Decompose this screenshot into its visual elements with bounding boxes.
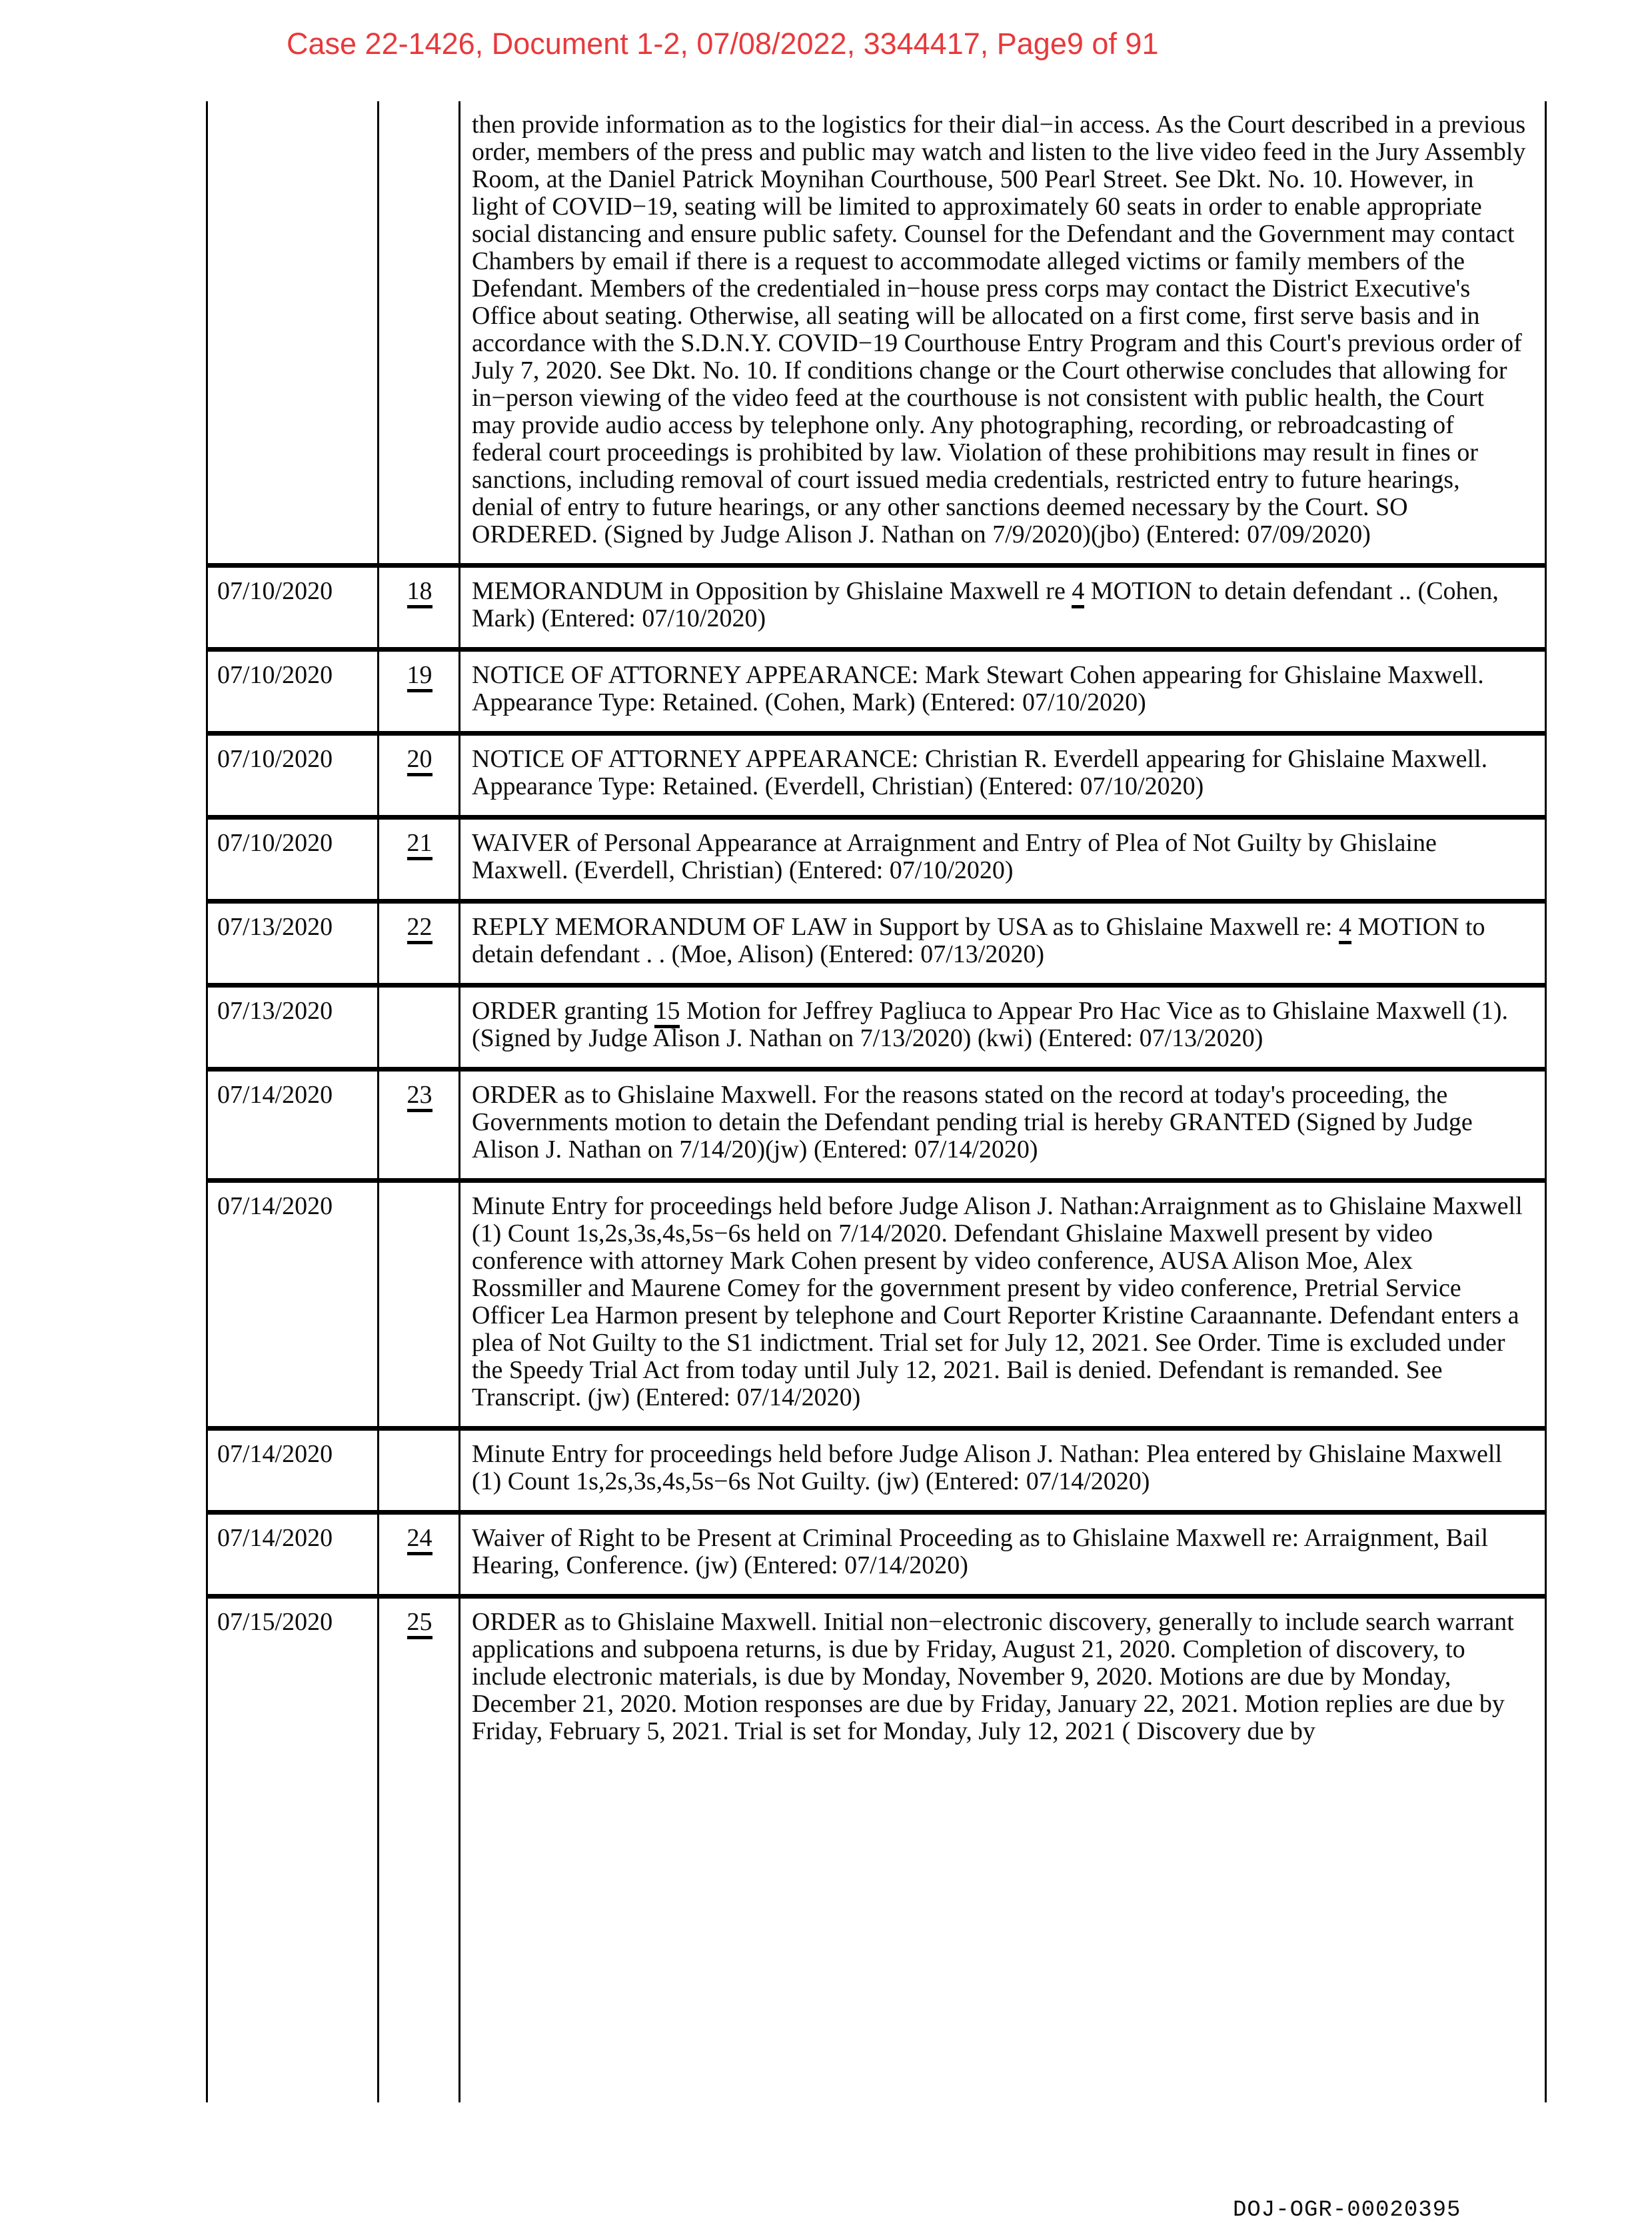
doc-number-link: 23: [407, 1081, 432, 1112]
entry-date: 07/10/2020: [217, 829, 333, 857]
entry-text-cell: [460, 904, 1545, 983]
docket-row: [208, 1510, 1545, 1594]
doc-number-cell: [379, 988, 460, 1067]
doc-number-cell: [379, 101, 460, 563]
doc-number-cell: [379, 568, 460, 647]
entry-text: Minute Entry for proceedings held before Judge Alison J. Nathan:Arraignment as to Ghislaine Maxwell (1) Count 1s,2s,3s,4s,5s−6s held on 7/14/2020. Defendant Ghislaine Maxwell present by video conference with attorney Mark Cohen present by video conference, AUSA Alison Moe, Alex Rossmiller and Maurene Comey for the government present by video conference, Pretrial Service Officer Lea Harmon present by telephone and Court Reporter Kristine Caraannante. Defendant enters a plea of Not Guilty to the S1 indictment. Trial set for July 12, 2021. See Order. Time is excluded under the Speedy Trial Act from today until July 12, 2021. Bail is denied. Defendant is remanded. See Transcript. (jw) (Entered: 07/14/2020): [472, 1192, 1523, 1411]
docket-row: [208, 647, 1545, 731]
entry-text: ORDER as to Ghislaine Maxwell. Initial non−electronic discovery, generally to include search warrant applications and subpoena returns, is due by Friday, August 21, 2020. Completion of discovery, to include electronic materials, is due by Monday, November 9, 2020. Motions are due by Monday, December 21, 2020. Motion responses are due by Friday, January 22, 2021. Motion replies are due by Friday, February 5, 2021. Trial is set for Monday, July 12, 2021 ( Discovery due by: [472, 1608, 1514, 1745]
entry-text: MEMORANDUM in Opposition by Ghislaine Maxwell re: [472, 577, 1072, 605]
entry-text-cell: [460, 1599, 1545, 2102]
docket-ref-link: 15: [654, 997, 680, 1028]
docket-row: [208, 1067, 1545, 1178]
entry-text: Motion for Jeffrey Pagliuca to Appear Pro Hac Vice as to Ghislaine Maxwell (1). (Signed by Judge Alison J. Nathan on 7/13/2020) (kwi) (Entered: 07/13/2020): [472, 997, 1509, 1052]
docket-row: [208, 1178, 1545, 1426]
entry-text-cell: [460, 652, 1545, 731]
entry-text-cell: [460, 820, 1545, 899]
entry-text-cell: [460, 568, 1545, 647]
doc-number-cell: [379, 1183, 460, 1426]
doc-number-cell: [379, 904, 460, 983]
doc-number-cell: [379, 1072, 460, 1178]
entry-date: 07/13/2020: [217, 913, 333, 941]
entry-text: ORDER granting: [472, 997, 655, 1025]
entry-text-cell: [460, 736, 1545, 815]
entry-text: then provide information as to the logistics for their dial−in access. As the Court described in a previous order, members of the press and public may watch and listen to the live video feed in the Jury Assembly Room, at the Daniel Patrick Moynihan Courthouse, 500 Pearl Street. See Dkt. No. 10. However, in light of COVID−19, seating will be limited to approximately 60 seats in order to enable appropriate social distancing and ensure public safety. Counsel for the Defendant and the Government may contact Chambers by email if there is a request to accommodate alleged victims or family members of the Defendant. Members of the credentialed in−house press corps may contact the District Executive's Office about seating. Otherwise, all seating will be allocated on a first come, first serve basis and in accordance with the S.D.N.Y. COVID−19 Courthouse Entry Program and this Court's previous order of July 7, 2020. See Dkt. No. 10. If conditions change or the Court otherwise concludes that allowing for in−person viewing of the video feed at the courthouse is not consistent with public health, the Court may provide audio access by telephone only. Any photographing, recording, or rebroadcasting of federal court proceedings is prohibited by law. Violation of these prohibitions may result in fines or sanctions, including removal of court issued media credentials, restricted entry to future hearings, denial of entry to future hearings, or any other sanctions deemed necessary by the Court. SO ORDERED. (Signed by Judge Alison J. Nathan on 7/9/2020)(jbo) (Entered: 07/09/2020): [472, 111, 1526, 548]
entry-text-cell: [460, 1183, 1545, 1426]
docket-row: [208, 899, 1545, 983]
docket-row: [208, 1426, 1545, 1510]
entry-text: NOTICE OF ATTORNEY APPEARANCE: Mark Stewart Cohen appearing for Ghislaine Maxwell. Appearance Type: Retained. (Cohen, Mark) (Entered: 07/10/2020): [472, 661, 1484, 716]
entry-date-cell: [208, 1431, 379, 1510]
entry-date: 07/10/2020: [217, 745, 333, 773]
entry-date-cell: [208, 1515, 379, 1594]
entry-text: Minute Entry for proceedings held before Judge Alison J. Nathan: Plea entered by Ghislaine Maxwell (1) Count 1s,2s,3s,4s,5s−6s Not Guilty. (jw) (Entered: 07/14/2020): [472, 1440, 1502, 1495]
doc-number-link: 25: [407, 1608, 432, 1639]
doc-number-link: 19: [407, 661, 432, 692]
entry-date-cell: [208, 1072, 379, 1178]
docket-row: [208, 101, 1545, 563]
doc-number-link: 21: [407, 829, 432, 860]
docket-ref-link: 4: [1339, 913, 1351, 944]
entry-date: 07/13/2020: [217, 997, 333, 1025]
entry-date-cell: [208, 1599, 379, 2102]
entry-date-cell: [208, 904, 379, 983]
entry-date: 07/14/2020: [217, 1081, 333, 1109]
entry-text: Waiver of Right to be Present at Criminal Proceeding as to Ghislaine Maxwell re: Arraignment, Bail Hearing, Conference. (jw) (Entered: 07/14/2020): [472, 1524, 1489, 1579]
doc-number-cell: [379, 652, 460, 731]
docket-row: [208, 1594, 1545, 2102]
entry-date: 07/10/2020: [217, 661, 333, 689]
entry-text: REPLY MEMORANDUM OF LAW in Support by USA as to Ghislaine Maxwell re:: [472, 913, 1339, 941]
doc-number-cell: [379, 1515, 460, 1594]
bates-number: DOJ-OGR-00020395: [1233, 2198, 1461, 2223]
doc-number-cell: [379, 1431, 460, 1510]
entry-date-cell: [208, 101, 379, 563]
entry-text: ORDER as to Ghislaine Maxwell. For the reasons stated on the record at today's proceeding, the Governments motion to detain the Defendant pending trial is hereby GRANTED (Signed by Judge Alison J. Nathan on 7/14/20)(jw) (Entered: 07/14/2020): [472, 1081, 1473, 1163]
entry-date-cell: [208, 652, 379, 731]
entry-date: 07/14/2020: [217, 1524, 333, 1552]
entry-text-cell: [460, 1072, 1545, 1178]
doc-number-link: 20: [407, 745, 432, 776]
entry-date-cell: [208, 820, 379, 899]
entry-date-cell: [208, 736, 379, 815]
entry-text-cell: [460, 101, 1545, 563]
docket-row: [208, 563, 1545, 647]
docket-row: [208, 731, 1545, 815]
entry-date-cell: [208, 568, 379, 647]
docket-ref-link: 4: [1072, 577, 1084, 608]
case-header-stamp: Case 22-1426, Document 1-2, 07/08/2022, 3344417, Page9 of 91: [287, 27, 1159, 61]
docket-table: [206, 101, 1547, 2102]
entry-text-cell: [460, 1515, 1545, 1594]
entry-text: WAIVER of Personal Appearance at Arraignment and Entry of Plea of Not Guilty by Ghislaine Maxwell. (Everdell, Christian) (Entered: 07/10/2020): [472, 829, 1437, 884]
doc-number-cell: [379, 1599, 460, 2102]
doc-number-cell: [379, 820, 460, 899]
entry-text: MOTION to detain defendant .. (Cohen, Mark) (Entered: 07/10/2020): [472, 577, 1499, 632]
docket-row: [208, 815, 1545, 899]
doc-number-link: 24: [407, 1524, 432, 1555]
doc-number-cell: [379, 736, 460, 815]
entry-date: 07/14/2020: [217, 1192, 333, 1220]
entry-text-cell: [460, 988, 1545, 1067]
entry-date-cell: [208, 988, 379, 1067]
entry-date: 07/10/2020: [217, 577, 333, 605]
entry-text: MOTION to detain defendant . . (Moe, Alison) (Entered: 07/13/2020): [472, 913, 1485, 968]
entry-text: NOTICE OF ATTORNEY APPEARANCE: Christian R. Everdell appearing for Ghislaine Maxwell. Appearance Type: Retained. (Everdell, Christian) (Entered: 07/10/2020): [472, 745, 1488, 800]
entry-date: 07/14/2020: [217, 1440, 333, 1468]
entry-date-cell: [208, 1183, 379, 1426]
docket-row: [208, 983, 1545, 1067]
doc-number-link: 18: [407, 577, 432, 608]
doc-number-link: 22: [407, 913, 432, 944]
entry-date: 07/15/2020: [217, 1608, 333, 1636]
entry-text-cell: [460, 1431, 1545, 1510]
